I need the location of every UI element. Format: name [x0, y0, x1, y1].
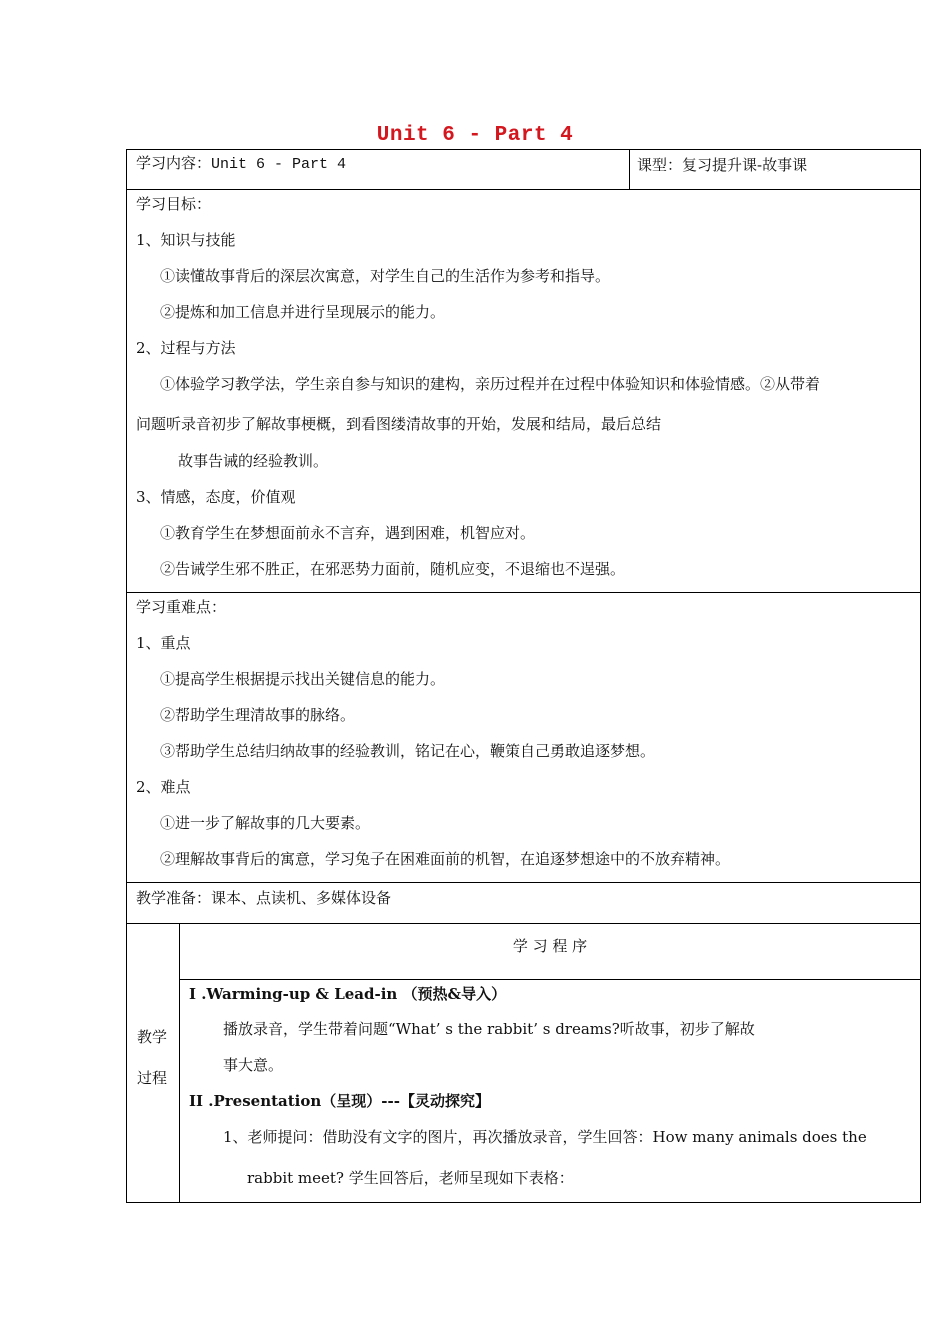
keypoint-item: ①提高学生根据提示找出关键信息的能力。	[160, 670, 446, 688]
process-heading: 学 习 程 序	[512, 937, 588, 955]
objectives-heading: 学习目标：	[136, 195, 212, 213]
objective-section-title: 3、情感，态度，价值观	[136, 488, 296, 506]
lesson-type-label: 课型：复习提升课-故事课	[637, 156, 808, 174]
step-title: II .Presentation（呈现）---【灵动探究】	[189, 1092, 490, 1110]
step-text: rabbit meet? 学生回答后，老师呈现如下表格：	[247, 1169, 574, 1187]
keypoint-section-title: 1、重点	[136, 634, 191, 652]
objective-section-title: 1、知识与技能	[136, 231, 236, 249]
keypoint-item: ②帮助学生理清故事的脉络。	[160, 706, 356, 724]
content-label: 学习内容：Unit 6 - Part 4	[136, 156, 347, 173]
keypoint-section-title: 2、难点	[136, 778, 191, 796]
process-side-label: 过程	[137, 1069, 168, 1087]
objective-section-title: 2、过程与方法	[136, 339, 236, 357]
step-text: 1、老师提问：借助没有文字的图片，再次播放录音，学生回答：How many animals does the	[223, 1128, 867, 1146]
preparation-text: 教学准备：课本、点读机、多媒体设备	[136, 889, 392, 907]
document-title: Unit 6 - Part 4	[376, 124, 574, 147]
keypoints-heading: 学习重难点：	[136, 598, 227, 616]
objective-item: 问题听录音初步了解故事梗概，到看图缕清故事的开始，发展和结局，最后总结	[136, 415, 662, 433]
keypoint-item: ①进一步了解故事的几大要素。	[160, 814, 371, 832]
objective-item: ①体验学习教学法，学生亲自参与知识的建构，亲历过程并在过程中体验知识和体验情感。②从带着	[160, 375, 821, 393]
process-side-cell	[126, 923, 180, 1203]
objective-item: ②提炼和加工信息并进行呈现展示的能力。	[160, 303, 446, 321]
step-text: 事大意。	[223, 1056, 284, 1074]
objective-item: ①读懂故事背后的深层次寓意，对学生自己的生活作为参考和指导。	[160, 267, 611, 285]
objective-item: 故事告诫的经验教训。	[178, 452, 329, 470]
process-side-label: 教学	[137, 1028, 168, 1046]
step-text: 播放录音，学生带着问题“What’ s the rabbit’ s dreams?听故事，初步了解故	[223, 1020, 755, 1038]
objective-item: ①教育学生在梦想面前永不言弃，遇到困难，机智应对。	[160, 524, 536, 542]
keypoints-cell	[126, 592, 921, 883]
step-title: I .Warming-up & Lead-in （预热&导入）	[189, 985, 507, 1003]
keypoint-item: ②理解故事背后的寓意，学习兔子在困难面前的机智，在追逐梦想途中的不放弃精神。	[160, 850, 731, 868]
keypoint-item: ③帮助学生总结归纳故事的经验教训，铭记在心，鞭策自己勇敢追逐梦想。	[160, 742, 656, 760]
objective-item: ②告诫学生邪不胜正，在邪恶势力面前，随机应变，不退缩也不逞强。	[160, 560, 626, 578]
